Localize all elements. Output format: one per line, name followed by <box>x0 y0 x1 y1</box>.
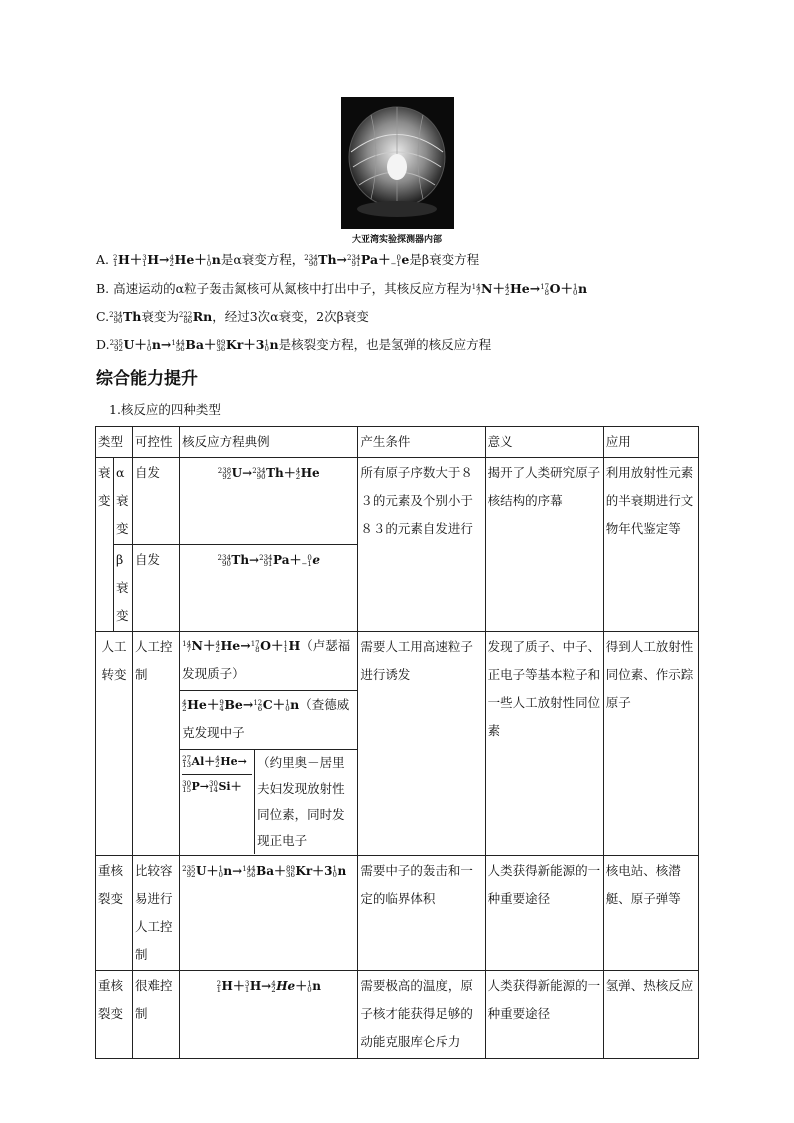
option-d: D. 235 92 U＋ 1 0 n→ 144 56 Ba＋ 89 36 Kr＋3 1 0 n是核裂变方程，也是氢弹的核反应方程 <box>96 337 492 353</box>
curie-equation-formula: 27 13 Al＋ 4 2 He→ 30 15 P→ 30 14 Si＋ <box>180 750 255 854</box>
fission-label: 重核裂变 <box>96 856 133 971</box>
option-b-text: 高速运动的α粒子轰击氮核可从氮核中打出中子，其核反应方程为 <box>113 281 472 296</box>
option-d-letter: D. <box>96 337 110 352</box>
header-control: 可控性 <box>133 427 180 458</box>
header-application: 应用 <box>603 427 698 458</box>
table-row <box>96 856 699 971</box>
figure-caption: 大亚湾实验探测器内部 <box>351 235 442 245</box>
fusion-control: 很难控制 <box>133 971 180 1059</box>
chadwick-note: （查德威克发现中子 <box>182 697 350 740</box>
curie-equation <box>180 750 357 854</box>
detector-photo <box>341 97 454 229</box>
fission-application: 核电站、核潜艇、原子弹等 <box>603 856 698 971</box>
header-equation: 核反应方程典例 <box>180 427 358 458</box>
option-a-letter: A. <box>96 252 110 267</box>
decay-condition: 所有原子序数大于８３的元素及个别小于８３的元素自发进行 <box>358 458 485 632</box>
fusion-equation: 2 1 H＋ 3 1 H→ 4 2 He＋ 1 0 n <box>180 971 358 1059</box>
reaction-table <box>95 426 699 1059</box>
alpha-label: α衰变 <box>114 458 133 545</box>
fusion-application: 氢弹、热核反应 <box>603 971 698 1059</box>
option-d-text: 是核裂变方程，也是氢弹的核反应方程 <box>278 337 492 352</box>
fusion-label: 重核裂变 <box>96 971 133 1059</box>
curie-note: （约里奥－居里夫妇发现放射性同位素，同时发现正电子 <box>257 755 345 848</box>
fission-condition: 需要中子的轰击和一定的临界体积 <box>358 856 485 971</box>
section-subtitle: 1.核反应的四种类型 <box>109 402 221 417</box>
rutherford-equation: 14 7 N＋ 4 2 He→ 17 8 O＋ 1 1 H（卢瑟福发现质子） <box>180 632 357 691</box>
table-row <box>96 458 699 545</box>
header-meaning: 意义 <box>485 427 603 458</box>
beta-control: 自发 <box>133 545 180 632</box>
option-c-letter: C. <box>96 309 110 324</box>
fusion-meaning: 人类获得新能源的一种重要途径 <box>485 971 603 1059</box>
fission-control: 比较容易进行人工控制 <box>133 856 180 971</box>
header-condition: 产生条件 <box>358 427 485 458</box>
option-a: A. 2 1 H＋ 3 1 H→ 4 2 He＋ 1 0 n是α衰变方程， 234 90 Th→ 234 91 Pa＋ 0 −1 e是β衰变方程 <box>96 252 480 268</box>
fission-meaning: 人类获得新能源的一种重要途径 <box>485 856 603 971</box>
decay-application: 利用放射性元素的半衰期进行文物年代鉴定等 <box>603 458 698 632</box>
table-header-row <box>96 427 699 458</box>
option-b-letter: B. <box>96 281 110 296</box>
transmutation-meaning: 发现了质子、中子、正电子等基本粒子和一些人工放射性同位素 <box>485 632 603 856</box>
decay-meaning: 揭开了人类研究原子核结构的序幕 <box>485 458 603 632</box>
transmutation-application: 得到人工放射性同位素、作示踪原子 <box>603 632 698 856</box>
option-b: B. 高速运动的α粒子轰击氮核可从氮核中打出中子，其核反应方程为 14 7 N＋ 4 2 He→ 17 8 O＋ 1 0 n <box>96 281 588 297</box>
detector-photo-graphic <box>341 97 454 229</box>
transmutation-condition: 需要人工用高速粒子进行诱发 <box>358 632 485 856</box>
table-row <box>96 632 699 856</box>
fission-equation: 235 92 U＋ 1 0 n→ 144 56 Ba＋ 89 36 Kr＋3 1 0 n <box>180 856 358 971</box>
transmutation-equations <box>180 632 358 856</box>
option-c: C. 234 90 Th衰变为 222 86 Rn，经过3次α衰变，2次β衰变 <box>96 309 369 325</box>
option-c-text-b: ，经过3次α衰变，2次β衰变 <box>212 309 369 324</box>
beta-label: β衰变 <box>114 545 133 632</box>
header-type: 类型 <box>96 427 133 458</box>
option-a-text-a: 是α衰变方程， <box>220 252 305 267</box>
option-c-text-a: 衰变为 <box>141 309 179 324</box>
chadwick-equation: 4 2 He＋ 9 4 Be→ 12 6 C＋ 1 0 n（查德威克发现中子 <box>180 691 357 750</box>
decay-label: 衰变 <box>96 458 114 632</box>
alpha-control: 自发 <box>133 458 180 545</box>
rutherford-note: （卢瑟福发现质子） <box>182 638 351 681</box>
beta-equation: 234 90 Th→ 234 91 Pa＋ 0 −1 e <box>180 545 358 632</box>
section-title: 综合能力提升 <box>96 369 198 389</box>
fusion-condition: 需要极高的温度，原子核才能获得足够的动能克服库仑斥力 <box>358 971 485 1059</box>
table-row <box>96 971 699 1059</box>
transmutation-label: 人工转变 <box>96 632 133 856</box>
transmutation-control: 人工控制 <box>133 632 180 856</box>
alpha-equation: 238 92 U→ 234 90 Th＋ 4 2 He <box>180 458 358 545</box>
option-a-text-b: 是β衰变方程 <box>409 252 480 267</box>
